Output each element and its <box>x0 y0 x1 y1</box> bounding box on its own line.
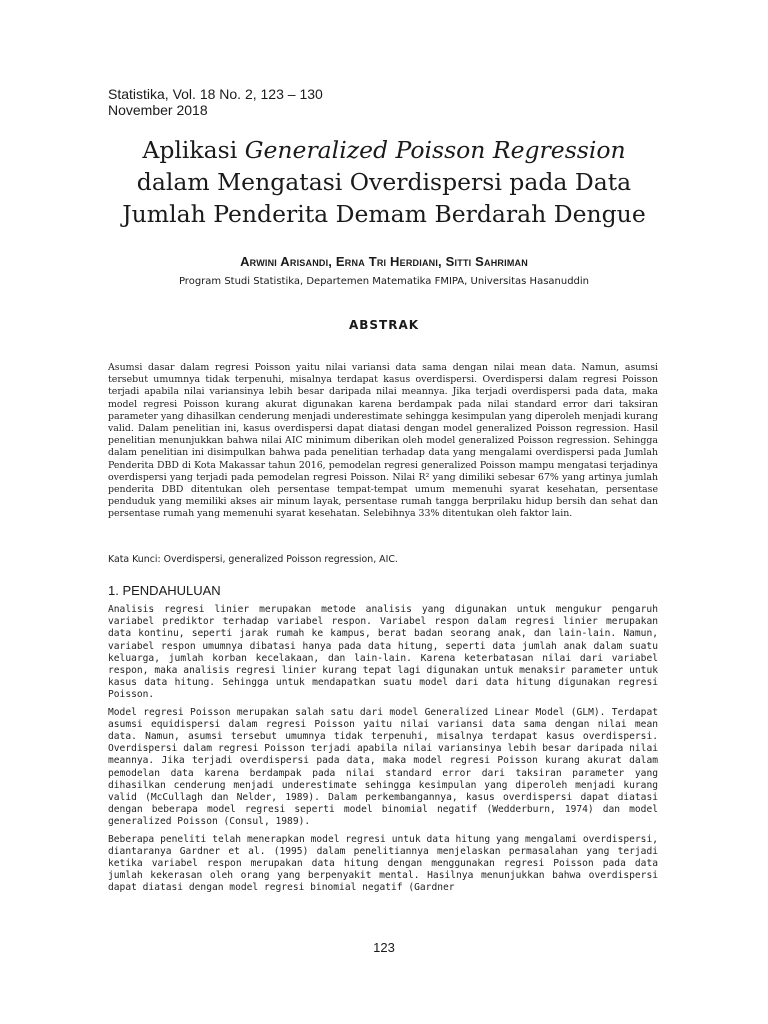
title-line-2: dalam Mengatasi Overdispersi pada Data <box>136 168 632 196</box>
paper-title <box>80 134 688 230</box>
abstract-heading: ABSTRAK <box>348 318 420 332</box>
section-heading: 1. PENDAHULUAN <box>108 583 221 598</box>
journal-header <box>108 86 323 118</box>
journal-citation: Statistika, Vol. 18 No. 2, 123 – 130 <box>108 86 323 102</box>
paragraph-2: Model regresi Poisson merupakan salah satu dari model Generalized Linear Model (GLM). Terdapat asumsi equidispersi dalam regresi Poisson yaitu nilai variansi data sama dengan nilai mean data. Namun, asumsi tersebut umumnya tidak terpenuhi, misalnya terdapat kasus overdispersi. Overdispersi dalam regresi Poisson terjadi apabila nilai variansinya lebih besar daripada nilai meannya. Jika terjadi overdispersi pada data, maka model regresi Poisson kurang akurat dalam pemodelan data karena berdampak pada nilai standard error dari taksiran parameter yang dihasilkan cenderung menjadi underestimate sehingga kesimpulan yang diperoleh menjadi kurang valid (McCullagh dan Nelder, 1989). Dalam perkembangannya, kasus overdispersi dapat diatasi dengan beberapa model regresi seperti model binomial negatif (Wedderburn, 1974) dan model generalized Poisson (Consul, 1989). <box>108 706 658 828</box>
page-number: 123 <box>373 940 395 955</box>
paragraph-3: Beberapa peneliti telah menerapkan model regresi untuk data hitung yang mengalami overdispersi, diantaranya Gardner et al. (1995) dalam penelitiannya menjelaskan permasalahan yang terjadi ketika variabel respon merupakan data hitung dengan menggunakan regresi Poisson pada data jumlah kekerasan oleh orang yang berpenyakit mental. Hasilnya menunjukkan bahwa overdispersi dapat diatasi dengan model regresi binomial negatif (Gardner <box>108 833 658 894</box>
paragraph-1: Analisis regresi linier merupakan metode analisis yang digunakan untuk mengukur pengaruh variabel prediktor terhadap variabel respon. Variabel respon dalam regresi linier merupakan data kontinu, seperti jarak rumah ke kampus, berat badan seorang anak, dan lain-lain. Namun, variabel respon umumnya dibatasi hanya pada data hitung, seperti data jumlah anak dalam suatu keluarga, jumlah korban kecelakaan, dan lain-lain. Karena keterbatasan nilai dari variabel respon, maka analisis regresi linier kurang tepat lagi digunakan untuk menaksir parameter untuk kasus data hitung. Sehingga untuk mendapatkan suatu model dari data hitung digunakan regresi Poisson. <box>108 604 658 701</box>
abstract-text: Asumsi dasar dalam regresi Poisson yaitu nilai variansi data sama dengan nilai mean data. Namun, asumsi tersebut umumnya tidak terpenuhi, misalnya terdapat kasus overdispersi. Overdispersi dalam regresi Poisson terjadi apabila nilai variansinya lebih besar daripada nilai meannya. Jika terjadi overdispersi pada data, maka model regresi Poisson kurang akurat digunakan karena berdampak pada nilai standard error dari taksiran parameter yang dihasilkan cenderung menjadi underestimate sehingga kesimpulan yang diperoleh menjadi kurang valid. Dalam penelitian ini, kasus overdispersi dapat diatasi dengan model generalized Poisson regression. Hasil penelitian menunjukkan bahwa nilai AIC minimum diberikan oleh model generalized Poisson regression. Sehingga dalam penelitian ini disimpulkan bahwa pada penelitian terhadap data yang mengalami overdispersi pada Jumlah Penderita DBD di Kota Makassar tahun 2016, pemodelan regresi generalized Poisson mampu mengatasi terjadinya overdispersi yang terjadi pada pemodelan regresi Poisson. Nilai R² yang dimiliki sebesar 67% yang artinya jumlah penderita DBD ditentukan oleh persentase tempat-tempat umum memenuhi syarat kesehatan, persentase penduduk yang memiliki akses air minum layak, persentase rumah tangga berprilaku hidup bersih dan sehat dan persentase rumah yang memenuhi syarat kesehatan. Selebihnya 33% ditentukan oleh faktor lain. <box>108 362 658 520</box>
title-line-3: Jumlah Penderita Demam Berdarah Dengue <box>122 200 646 228</box>
affiliation: Program Studi Statistika, Departemen Matematika FMIPA, Universitas Hasanuddin <box>178 276 590 287</box>
journal-date: November 2018 <box>108 102 208 118</box>
section-body <box>108 604 658 900</box>
title-italic: Generalized Poisson Regression <box>244 136 626 164</box>
keywords: Kata Kunci: Overdispersi, generalized Poisson regression, AIC. <box>108 554 398 565</box>
title-prefix: Aplikasi <box>142 136 245 164</box>
title-line-1 <box>80 134 688 166</box>
author-list: Arwini Arisandi, Erna Tri Herdiani, Sitti Sahriman <box>240 254 528 269</box>
